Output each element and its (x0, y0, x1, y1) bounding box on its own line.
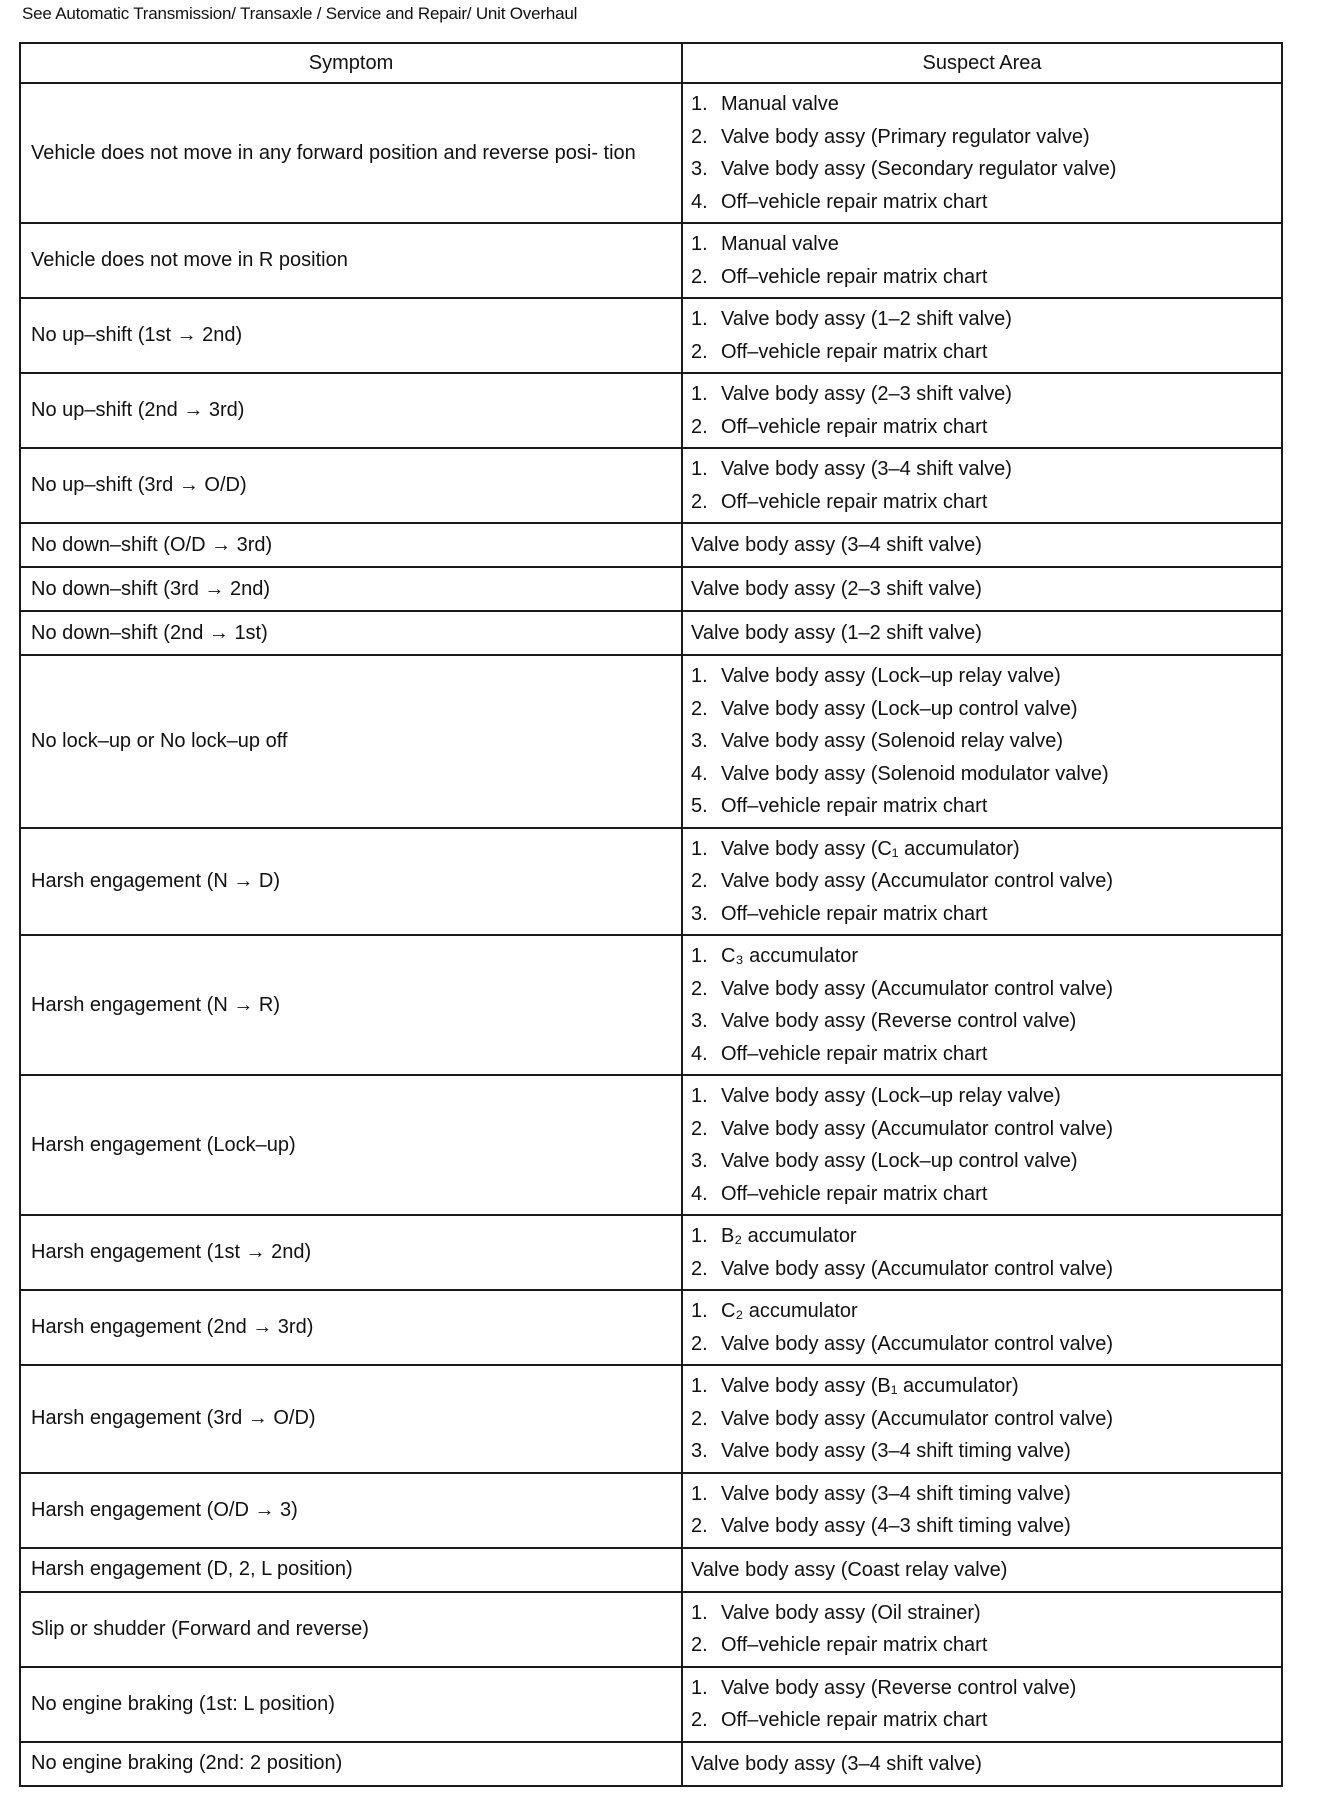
list-item-number: 2. (691, 1332, 708, 1355)
list-item-number: 4. (691, 190, 708, 213)
list-item-text: Valve body assy (Reverse control valve) (721, 1010, 1077, 1032)
list-item-text: B₂ accumulator (721, 1225, 857, 1247)
list-item-text: Off–vehicle repair matrix chart (721, 795, 988, 817)
list-item-text: Off–vehicle repair matrix chart (721, 1634, 988, 1656)
list-item-number: 2. (691, 340, 708, 363)
list-item-number: 3. (691, 158, 708, 180)
list-item-text: Valve body assy (Accumulator control valve) (721, 870, 1114, 892)
table-row (20, 1215, 1282, 1290)
list-item (691, 1435, 1273, 1468)
list-item (691, 303, 1273, 336)
list-item (691, 261, 1273, 294)
list-item-number: 3. (691, 730, 708, 752)
suspect-area-text: Valve body assy (3–4 shift valve) (691, 1752, 982, 1775)
suspect-area-text: Valve body assy (2–3 shift valve) (691, 578, 982, 600)
suspect-area-cell (682, 567, 1282, 611)
list-item (691, 88, 1273, 121)
symptom-cell: No engine braking (2nd: 2 position) (20, 1742, 682, 1786)
list-item-text: Valve body assy (Lock–up control valve) (721, 1150, 1078, 1172)
list-item-number: 4. (691, 1182, 708, 1205)
list-item-text: Valve body assy (3–4 shift timing valve) (721, 1440, 1071, 1462)
suspect-area-cell (682, 935, 1282, 1075)
list-item (691, 153, 1273, 186)
list-item-number: 4. (691, 1042, 708, 1065)
symptom-cell: Harsh engagement (O/D → 3) (20, 1473, 682, 1548)
list-item-number: 1. (691, 308, 708, 330)
symptom-cell: Harsh engagement (3rd → O/D) (20, 1365, 682, 1473)
list-item-number: 3. (691, 902, 708, 925)
list-item-text: Manual valve (721, 93, 839, 115)
symptom-cell: Slip or shudder (Forward and reverse) (20, 1592, 682, 1667)
list-item-number: 2. (691, 415, 708, 438)
list-item-text: C₂ accumulator (721, 1300, 858, 1322)
suspect-area-list (691, 1295, 1273, 1360)
list-item-text: Valve body assy (Lock–up relay valve) (721, 665, 1061, 687)
list-item-text: Off–vehicle repair matrix chart (721, 490, 988, 513)
list-item-number: 2. (691, 1634, 708, 1656)
list-item-text: Off–vehicle repair matrix chart (721, 1709, 988, 1731)
list-item (691, 1370, 1273, 1403)
list-item (691, 1080, 1273, 1113)
list-item-number: 1. (691, 1676, 708, 1699)
list-item-number: 3. (691, 1150, 708, 1172)
list-item-text: Valve body assy (3–4 shift valve) (721, 458, 1012, 480)
suspect-area-cell (682, 1742, 1282, 1786)
list-item-number: 1. (691, 458, 708, 480)
list-item-number: 1. (691, 1375, 708, 1397)
list-item (691, 1328, 1273, 1361)
table-row (20, 373, 1282, 448)
list-item-number: 1. (691, 837, 708, 860)
list-item-text: Valve body assy (Accumulator control valve) (721, 977, 1114, 1000)
table-row (20, 448, 1282, 523)
suspect-area-list (691, 833, 1273, 931)
suspect-area-list (691, 940, 1273, 1070)
table-row (20, 655, 1282, 828)
list-item (691, 898, 1273, 931)
symptom-cell: Harsh engagement (N → D) (20, 828, 682, 936)
suspect-area-cell (682, 611, 1282, 655)
symptom-cell: Harsh engagement (2nd → 3rd) (20, 1290, 682, 1365)
table-row (20, 935, 1282, 1075)
suspect-area-cell (682, 1548, 1282, 1592)
list-item (691, 865, 1273, 898)
list-item-text: Valve body assy (4–3 shift timing valve) (721, 1515, 1071, 1537)
list-item (691, 693, 1273, 726)
list-item-text: Valve body assy (B₁ accumulator) (721, 1375, 1019, 1397)
list-item-text: Valve body assy (Solenoid modulator valve) (721, 762, 1109, 785)
suspect-area-list (691, 1370, 1273, 1468)
list-item (691, 486, 1273, 519)
symptom-column-header: Symptom (20, 43, 682, 83)
table-row (20, 223, 1282, 298)
list-item-text: Valve body assy (Primary regulator valve) (721, 125, 1090, 148)
table-row (20, 1548, 1282, 1592)
suspect-area-list (691, 1080, 1273, 1210)
list-item-text: Valve body assy (Accumulator control valve) (721, 1257, 1114, 1280)
symptom-cell: No down–shift (O/D → 3rd) (20, 523, 682, 567)
list-item-text: Valve body assy (Secondary regulator valve) (721, 158, 1117, 180)
list-item-text: Valve body assy (C₁ accumulator) (721, 837, 1020, 860)
list-item-text: Off–vehicle repair matrix chart (721, 1042, 988, 1065)
list-item (691, 660, 1273, 693)
list-item-text: Off–vehicle repair matrix chart (721, 415, 988, 438)
list-item-number: 1. (691, 233, 708, 255)
symptom-cell: Vehicle does not move in R position (20, 223, 682, 298)
list-item (691, 1295, 1273, 1328)
suspect-area-cell (682, 298, 1282, 373)
list-item-number: 2. (691, 1515, 708, 1537)
list-item-number: 1. (691, 1225, 708, 1247)
symptom-cell: No lock–up or No lock–up off (20, 655, 682, 828)
symptom-cell: No up–shift (2nd → 3rd) (20, 373, 682, 448)
list-item (691, 1510, 1273, 1543)
suspect-area-list (691, 1478, 1273, 1543)
table-row (20, 1473, 1282, 1548)
suspect-area-text: Valve body assy (Coast relay valve) (691, 1558, 1008, 1581)
symptom-table (19, 42, 1283, 1787)
list-item-number: 4. (691, 762, 708, 785)
list-item-number: 2. (691, 870, 708, 892)
symptom-cell: No up–shift (1st → 2nd) (20, 298, 682, 373)
table-row (20, 611, 1282, 655)
list-item (691, 1178, 1273, 1211)
list-item-number: 3. (691, 1440, 708, 1462)
breadcrumb: See Automatic Transmission/ Transaxle / Service and Repair/ Unit Overhaul (22, 4, 578, 23)
symptom-cell: No down–shift (3rd → 2nd) (20, 567, 682, 611)
list-item-text: Valve body assy (Lock–up control valve) (721, 697, 1078, 720)
suspect-area-cell (682, 1365, 1282, 1473)
list-item-text: C₃ accumulator (721, 945, 859, 967)
list-item (691, 1253, 1273, 1286)
suspect-area-list (691, 1597, 1273, 1662)
list-item (691, 725, 1273, 758)
suspect-area-text: Valve body assy (3–4 shift valve) (691, 534, 982, 556)
list-item-number: 2. (691, 125, 708, 148)
suspect-area-cell (682, 1215, 1282, 1290)
list-item (691, 1672, 1273, 1705)
suspect-area-list (691, 228, 1273, 293)
list-item-text: Valve body assy (Lock–up relay valve) (721, 1085, 1061, 1107)
table-header-row (20, 43, 1282, 83)
list-item (691, 1403, 1273, 1436)
list-item (691, 411, 1273, 444)
list-item-text: Valve body assy (Reverse control valve) (721, 1676, 1077, 1699)
list-item (691, 378, 1273, 411)
list-item (691, 940, 1273, 973)
symptom-cell: Harsh engagement (D, 2, L position) (20, 1548, 682, 1592)
suspect-area-cell (682, 655, 1282, 828)
list-item-number: 2. (691, 1117, 708, 1140)
symptom-cell: No up–shift (3rd → O/D) (20, 448, 682, 523)
list-item (691, 336, 1273, 369)
list-item-text: Valve body assy (2–3 shift valve) (721, 383, 1012, 405)
list-item-text: Valve body assy (Oil strainer) (721, 1601, 981, 1624)
suspect-area-cell (682, 1290, 1282, 1365)
list-item-number: 1. (691, 1085, 708, 1107)
table-row (20, 1365, 1282, 1473)
list-item-number: 2. (691, 490, 708, 513)
suspect-area-cell (682, 83, 1282, 223)
suspect-area-cell (682, 1667, 1282, 1742)
list-item (691, 973, 1273, 1006)
list-item (691, 1220, 1273, 1253)
symptom-cell: No down–shift (2nd → 1st) (20, 611, 682, 655)
table-body (20, 83, 1282, 1786)
list-item-number: 1. (691, 945, 708, 967)
list-item (691, 228, 1273, 261)
list-item (691, 1005, 1273, 1038)
table-row (20, 1667, 1282, 1742)
list-item-text: Valve body assy (Accumulator control valve) (721, 1117, 1114, 1140)
list-item-number: 2. (691, 1709, 708, 1731)
suspect-area-list (691, 1672, 1273, 1737)
list-item-text: Valve body assy (Accumulator control valve) (721, 1332, 1114, 1355)
suspect-area-list (691, 88, 1273, 218)
suspect-area-cell (682, 448, 1282, 523)
suspect-area-list (691, 378, 1273, 443)
suspect-area-list (691, 1220, 1273, 1285)
suspect-area-cell (682, 1075, 1282, 1215)
list-item (691, 186, 1273, 219)
suspect-area-column-header: Suspect Area (682, 43, 1282, 83)
list-item-number: 1. (691, 383, 708, 405)
list-item-number: 2. (691, 265, 708, 288)
list-item-text: Valve body assy (1–2 shift valve) (721, 308, 1012, 330)
table-row (20, 567, 1282, 611)
list-item-number: 1. (691, 665, 708, 687)
suspect-area-cell (682, 828, 1282, 936)
table-row (20, 1290, 1282, 1365)
suspect-area-list (691, 660, 1273, 823)
table-row (20, 1592, 1282, 1667)
suspect-area-list (691, 303, 1273, 368)
list-item-text: Off–vehicle repair matrix chart (721, 902, 988, 925)
list-item-text: Valve body assy (3–4 shift timing valve) (721, 1482, 1071, 1505)
table-row (20, 83, 1282, 223)
list-item-text: Manual valve (721, 233, 839, 255)
suspect-area-cell (682, 223, 1282, 298)
symptom-cell: Harsh engagement (1st → 2nd) (20, 1215, 682, 1290)
list-item-number: 2. (691, 1257, 708, 1280)
table-row (20, 298, 1282, 373)
list-item-number: 1. (691, 1601, 708, 1624)
list-item-number: 1. (691, 1300, 708, 1322)
suspect-area-cell (682, 373, 1282, 448)
list-item-text: Valve body assy (Accumulator control valve) (721, 1407, 1114, 1430)
list-item (691, 790, 1273, 823)
list-item-text: Off–vehicle repair matrix chart (721, 1182, 988, 1205)
list-item-number: 2. (691, 697, 708, 720)
list-item (691, 1113, 1273, 1146)
list-item-number: 5. (691, 795, 708, 817)
list-item-text: Off–vehicle repair matrix chart (721, 340, 988, 363)
list-item-number: 1. (691, 1482, 708, 1505)
list-item (691, 1629, 1273, 1662)
list-item (691, 833, 1273, 866)
list-item-text: Off–vehicle repair matrix chart (721, 265, 988, 288)
list-item (691, 758, 1273, 791)
list-item-number: 2. (691, 1407, 708, 1430)
table-row (20, 1742, 1282, 1786)
list-item (691, 1704, 1273, 1737)
symptom-cell: No engine braking (1st: L position) (20, 1667, 682, 1742)
symptom-cell: Vehicle does not move in any forward position and reverse posi- tion (20, 83, 682, 223)
suspect-area-text: Valve body assy (1–2 shift valve) (691, 622, 982, 644)
list-item-number: 2. (691, 977, 708, 1000)
table-row (20, 1075, 1282, 1215)
suspect-area-list (691, 453, 1273, 518)
list-item (691, 1145, 1273, 1178)
suspect-area-cell (682, 1592, 1282, 1667)
suspect-area-cell (682, 523, 1282, 567)
table-row (20, 523, 1282, 567)
symptom-cell: Harsh engagement (N → R) (20, 935, 682, 1075)
list-item (691, 1038, 1273, 1071)
symptom-cell: Harsh engagement (Lock–up) (20, 1075, 682, 1215)
list-item (691, 1597, 1273, 1630)
list-item (691, 453, 1273, 486)
list-item-number: 3. (691, 1010, 708, 1032)
list-item (691, 1478, 1273, 1511)
list-item-text: Off–vehicle repair matrix chart (721, 190, 988, 213)
list-item-text: Valve body assy (Solenoid relay valve) (721, 730, 1064, 752)
list-item-number: 1. (691, 93, 708, 115)
list-item (691, 121, 1273, 154)
table-row (20, 828, 1282, 936)
suspect-area-cell (682, 1473, 1282, 1548)
